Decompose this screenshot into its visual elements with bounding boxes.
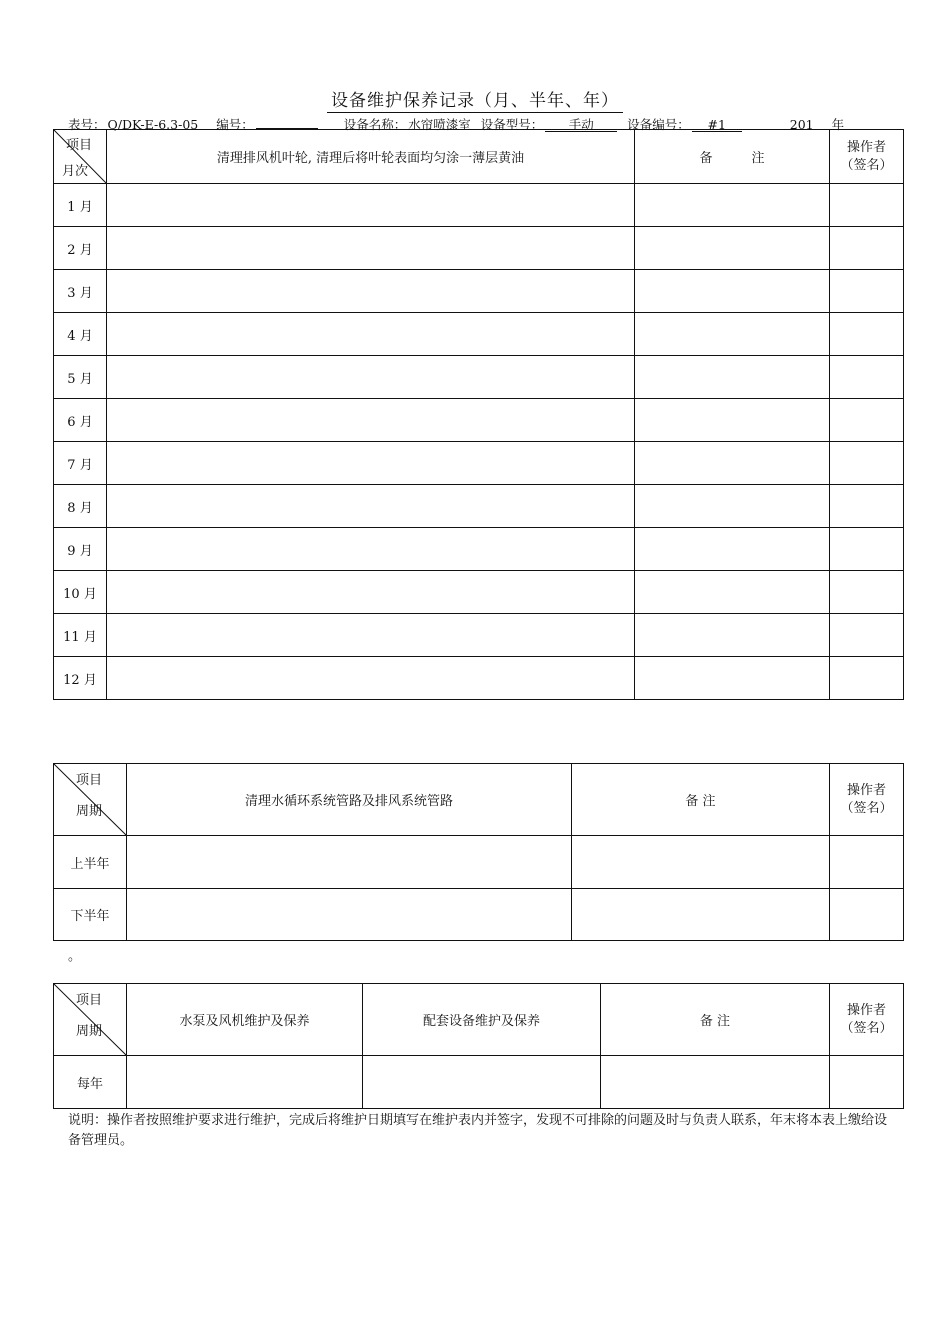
device-no-label: 设备编号： (627, 117, 690, 132)
row-label: 3 月 (54, 270, 107, 313)
row-label: 12 月 (54, 657, 107, 700)
task1-header: 水泵及风机维护及保养 (127, 984, 363, 1056)
task-cell[interactable] (127, 889, 572, 941)
remark-cell[interactable] (635, 485, 830, 528)
remark-cell[interactable] (635, 399, 830, 442)
title-text: 设备维护保养记录（月、半年、年） (327, 91, 623, 113)
operator-line2: （签名） (840, 1020, 893, 1036)
task1-cell[interactable] (127, 1056, 363, 1109)
year-suffix: 年 (831, 117, 845, 132)
table-row (54, 1056, 904, 1109)
table-row (54, 614, 904, 657)
form-no-label: 表号： (68, 117, 106, 132)
operator-line2: （签名） (840, 157, 893, 173)
corner-header (54, 984, 127, 1056)
table-row (54, 485, 904, 528)
monthly-rows (54, 184, 904, 700)
remark-cell[interactable] (635, 313, 830, 356)
corner-top-label: 项目 (76, 993, 103, 1008)
model-label: 设备型号： (480, 117, 544, 132)
signature-cell[interactable] (830, 270, 904, 313)
row-label: 4 月 (54, 313, 107, 356)
row-label: 下半年 (54, 889, 127, 941)
half-year-maintenance-table (53, 763, 904, 941)
table-row (54, 836, 904, 889)
task-cell[interactable] (107, 571, 635, 614)
corner-bottom-label: 月次 (62, 164, 89, 179)
remark-header: 备 注 (635, 130, 830, 184)
task-cell[interactable] (107, 227, 635, 270)
device-no-value[interactable]: #1 (692, 118, 742, 132)
remark-header: 备 注 (601, 984, 830, 1056)
task-header: 清理水循环系统管路及排风系统管路 (127, 764, 572, 836)
signature-cell[interactable] (830, 184, 904, 227)
table-row (54, 184, 904, 227)
remark-cell[interactable] (635, 571, 830, 614)
operator-header (830, 764, 904, 836)
signature-cell[interactable] (830, 313, 904, 356)
row-label: 2 月 (54, 227, 107, 270)
task-header: 清理排风机叶轮, 清理后将叶轮表面均匀涂一薄层黄油 (107, 130, 635, 184)
row-label: 1 月 (54, 184, 107, 227)
task-cell[interactable] (107, 313, 635, 356)
form-no: Q/DK-E-6.3-05 (107, 117, 199, 132)
table-row (54, 442, 904, 485)
row-label: 上半年 (54, 836, 127, 889)
corner-header (54, 130, 107, 184)
page-title (0, 86, 950, 111)
name-label: 设备名称： (343, 117, 407, 132)
signature-cell[interactable] (830, 889, 904, 941)
task-cell[interactable] (107, 614, 635, 657)
instructions-note: 说明：操作者按照维护要求进行维护，完成后将维护日期填写在维护表内并签字，发现不可排除的问题及时与负责人联系，年末将本表上缴给设备管理员。 (68, 1113, 888, 1148)
table-row (54, 356, 904, 399)
corner-header (54, 764, 127, 836)
remark-cell[interactable] (635, 528, 830, 571)
task-cell[interactable] (107, 399, 635, 442)
signature-cell[interactable] (830, 836, 904, 889)
code-label: 编号： (216, 117, 254, 132)
row-label: 11 月 (54, 614, 107, 657)
task2-cell[interactable] (363, 1056, 601, 1109)
task-cell[interactable] (107, 485, 635, 528)
remark-cell[interactable] (601, 1056, 830, 1109)
operator-line1: 操作者 (846, 139, 886, 155)
signature-cell[interactable] (830, 657, 904, 700)
signature-cell[interactable] (830, 571, 904, 614)
corner-top-label: 项目 (76, 773, 103, 788)
row-label: 5 月 (54, 356, 107, 399)
signature-cell[interactable] (830, 1056, 904, 1109)
signature-cell[interactable] (830, 528, 904, 571)
remark-cell[interactable] (572, 889, 830, 941)
task2-header: 配套设备维护及保养 (363, 984, 601, 1056)
remark-cell[interactable] (635, 270, 830, 313)
task-cell[interactable] (107, 528, 635, 571)
operator-header (830, 984, 904, 1056)
signature-cell[interactable] (830, 399, 904, 442)
operator-line1: 操作者 (846, 1002, 886, 1018)
table-row (54, 399, 904, 442)
task-cell[interactable] (107, 442, 635, 485)
table-row (54, 571, 904, 614)
corner-bottom-label: 周期 (76, 1024, 103, 1039)
model-value[interactable]: 手动 (545, 118, 617, 132)
table-row (54, 889, 904, 941)
task-cell[interactable] (107, 657, 635, 700)
operator-line1: 操作者 (846, 782, 886, 798)
row-label: 7 月 (54, 442, 107, 485)
table-row (54, 227, 904, 270)
row-label: 9 月 (54, 528, 107, 571)
signature-cell[interactable] (830, 442, 904, 485)
table-row (54, 270, 904, 313)
remark-cell[interactable] (635, 184, 830, 227)
table-row (54, 528, 904, 571)
name-value: 水帘喷漆室 (408, 117, 471, 132)
task-cell[interactable] (127, 836, 572, 889)
remark-cell[interactable] (635, 227, 830, 270)
row-label: 每年 (54, 1056, 127, 1109)
operator-header (830, 130, 904, 184)
operator-line2: （签名） (840, 800, 893, 816)
corner-top-label: 项目 (66, 138, 93, 153)
signature-cell[interactable] (830, 227, 904, 270)
task-cell[interactable] (107, 356, 635, 399)
signature-cell[interactable] (830, 356, 904, 399)
remark-cell[interactable] (572, 836, 830, 889)
task-cell[interactable] (107, 184, 635, 227)
remark-header: 备 注 (572, 764, 830, 836)
monthly-maintenance-table (53, 129, 904, 700)
signature-cell[interactable] (830, 485, 904, 528)
remark-cell[interactable] (635, 614, 830, 657)
signature-cell[interactable] (830, 614, 904, 657)
row-label: 10 月 (54, 571, 107, 614)
table-row (54, 313, 904, 356)
separator-mark: 。 (68, 949, 82, 964)
row-label: 8 月 (54, 485, 107, 528)
remark-cell[interactable] (635, 657, 830, 700)
year-prefix: 201 (789, 117, 814, 132)
corner-bottom-label: 周期 (76, 804, 103, 819)
row-label: 6 月 (54, 399, 107, 442)
remark-cell[interactable] (635, 442, 830, 485)
table-row (54, 657, 904, 700)
remark-cell[interactable] (635, 356, 830, 399)
yearly-maintenance-table (53, 983, 904, 1109)
task-cell[interactable] (107, 270, 635, 313)
